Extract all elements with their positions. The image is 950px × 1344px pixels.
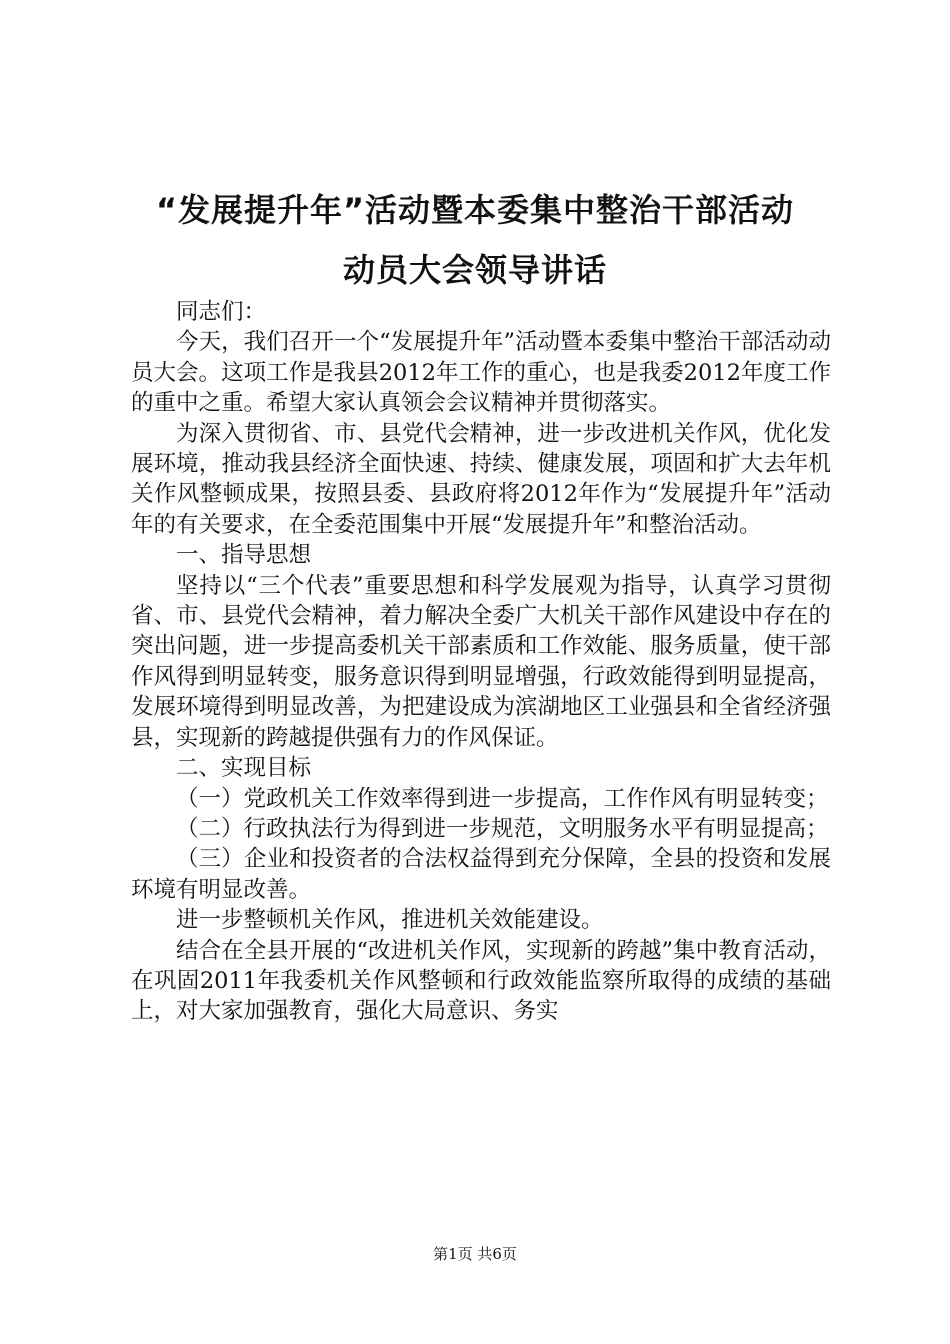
body-paragraph: 结合在全县开展的“改进机关作风，实现新的跨越”集中教育活动，在巩固2011年我委机关作风整顿和行政效能监察所取得的成绩的基础上，对大家加强教育，强化大局意识、务实: [131, 937, 831, 1025]
goal-item: （三）企业和投资者的合法权益得到充分保障，全县的投资和发展环境有明显改善。: [131, 846, 831, 903]
goal-item: （二）行政执法行为得到进一步规范，文明服务水平有明显提高；: [176, 815, 829, 842]
document-title-line-2: 动员大会领导讲话: [342, 251, 607, 289]
salutation: 同志们：: [176, 299, 267, 325]
section-heading: 一、指导思想: [176, 542, 312, 569]
body-paragraph: 进一步整顿机关作风，推进机关效能建设。: [176, 907, 604, 934]
body-paragraph: 为深入贯彻省、市、县党代会精神，进一步改进机关作风，优化发展环境，推动我县经济全面快速、持续、健康发展，项固和扩大去年机关作风整顿成果，按照县委、县政府将2012年作为“发展提升年”活动年的有关要求，在全委范围集中开展“发展提升年”和整治活动。: [131, 420, 831, 538]
document-body: [131, 297, 831, 1027]
section-heading: 二、实现目标: [176, 755, 312, 782]
document-title-line-1: “发展提升年”活动暨本委集中整治干部活动: [155, 191, 795, 229]
body-paragraph: 今天，我们召开一个“发展提升年”活动暨本委集中整治干部活动动员大会。这项工作是我县2012年工作的重心，也是我委2012年度工作的重中之重。希望大家认真领会会议精神并贯彻落实。: [131, 329, 831, 417]
body-paragraph: 坚持以“三个代表”重要思想和科学发展观为指导，认真学习贯彻省、市、县党代会精神，着力解决全委广大机关干部作风建设中存在的突出问题，进一步提高委机关干部素质和工作效能、服务质量，使干部作风得到明显转变，服务意识得到明显增强，行政效能得到明显提高，发展环境得到明显改善，为把建设成为滨湖地区工业强县和全省经济强县，实现新的跨越提供强有力的作风保证。: [131, 572, 831, 751]
goal-item: （一）党政机关工作效率得到进一步提高，工作作风有明显转变；: [176, 785, 829, 812]
page-number-footer: 第1页 共6页: [433, 1245, 517, 1263]
